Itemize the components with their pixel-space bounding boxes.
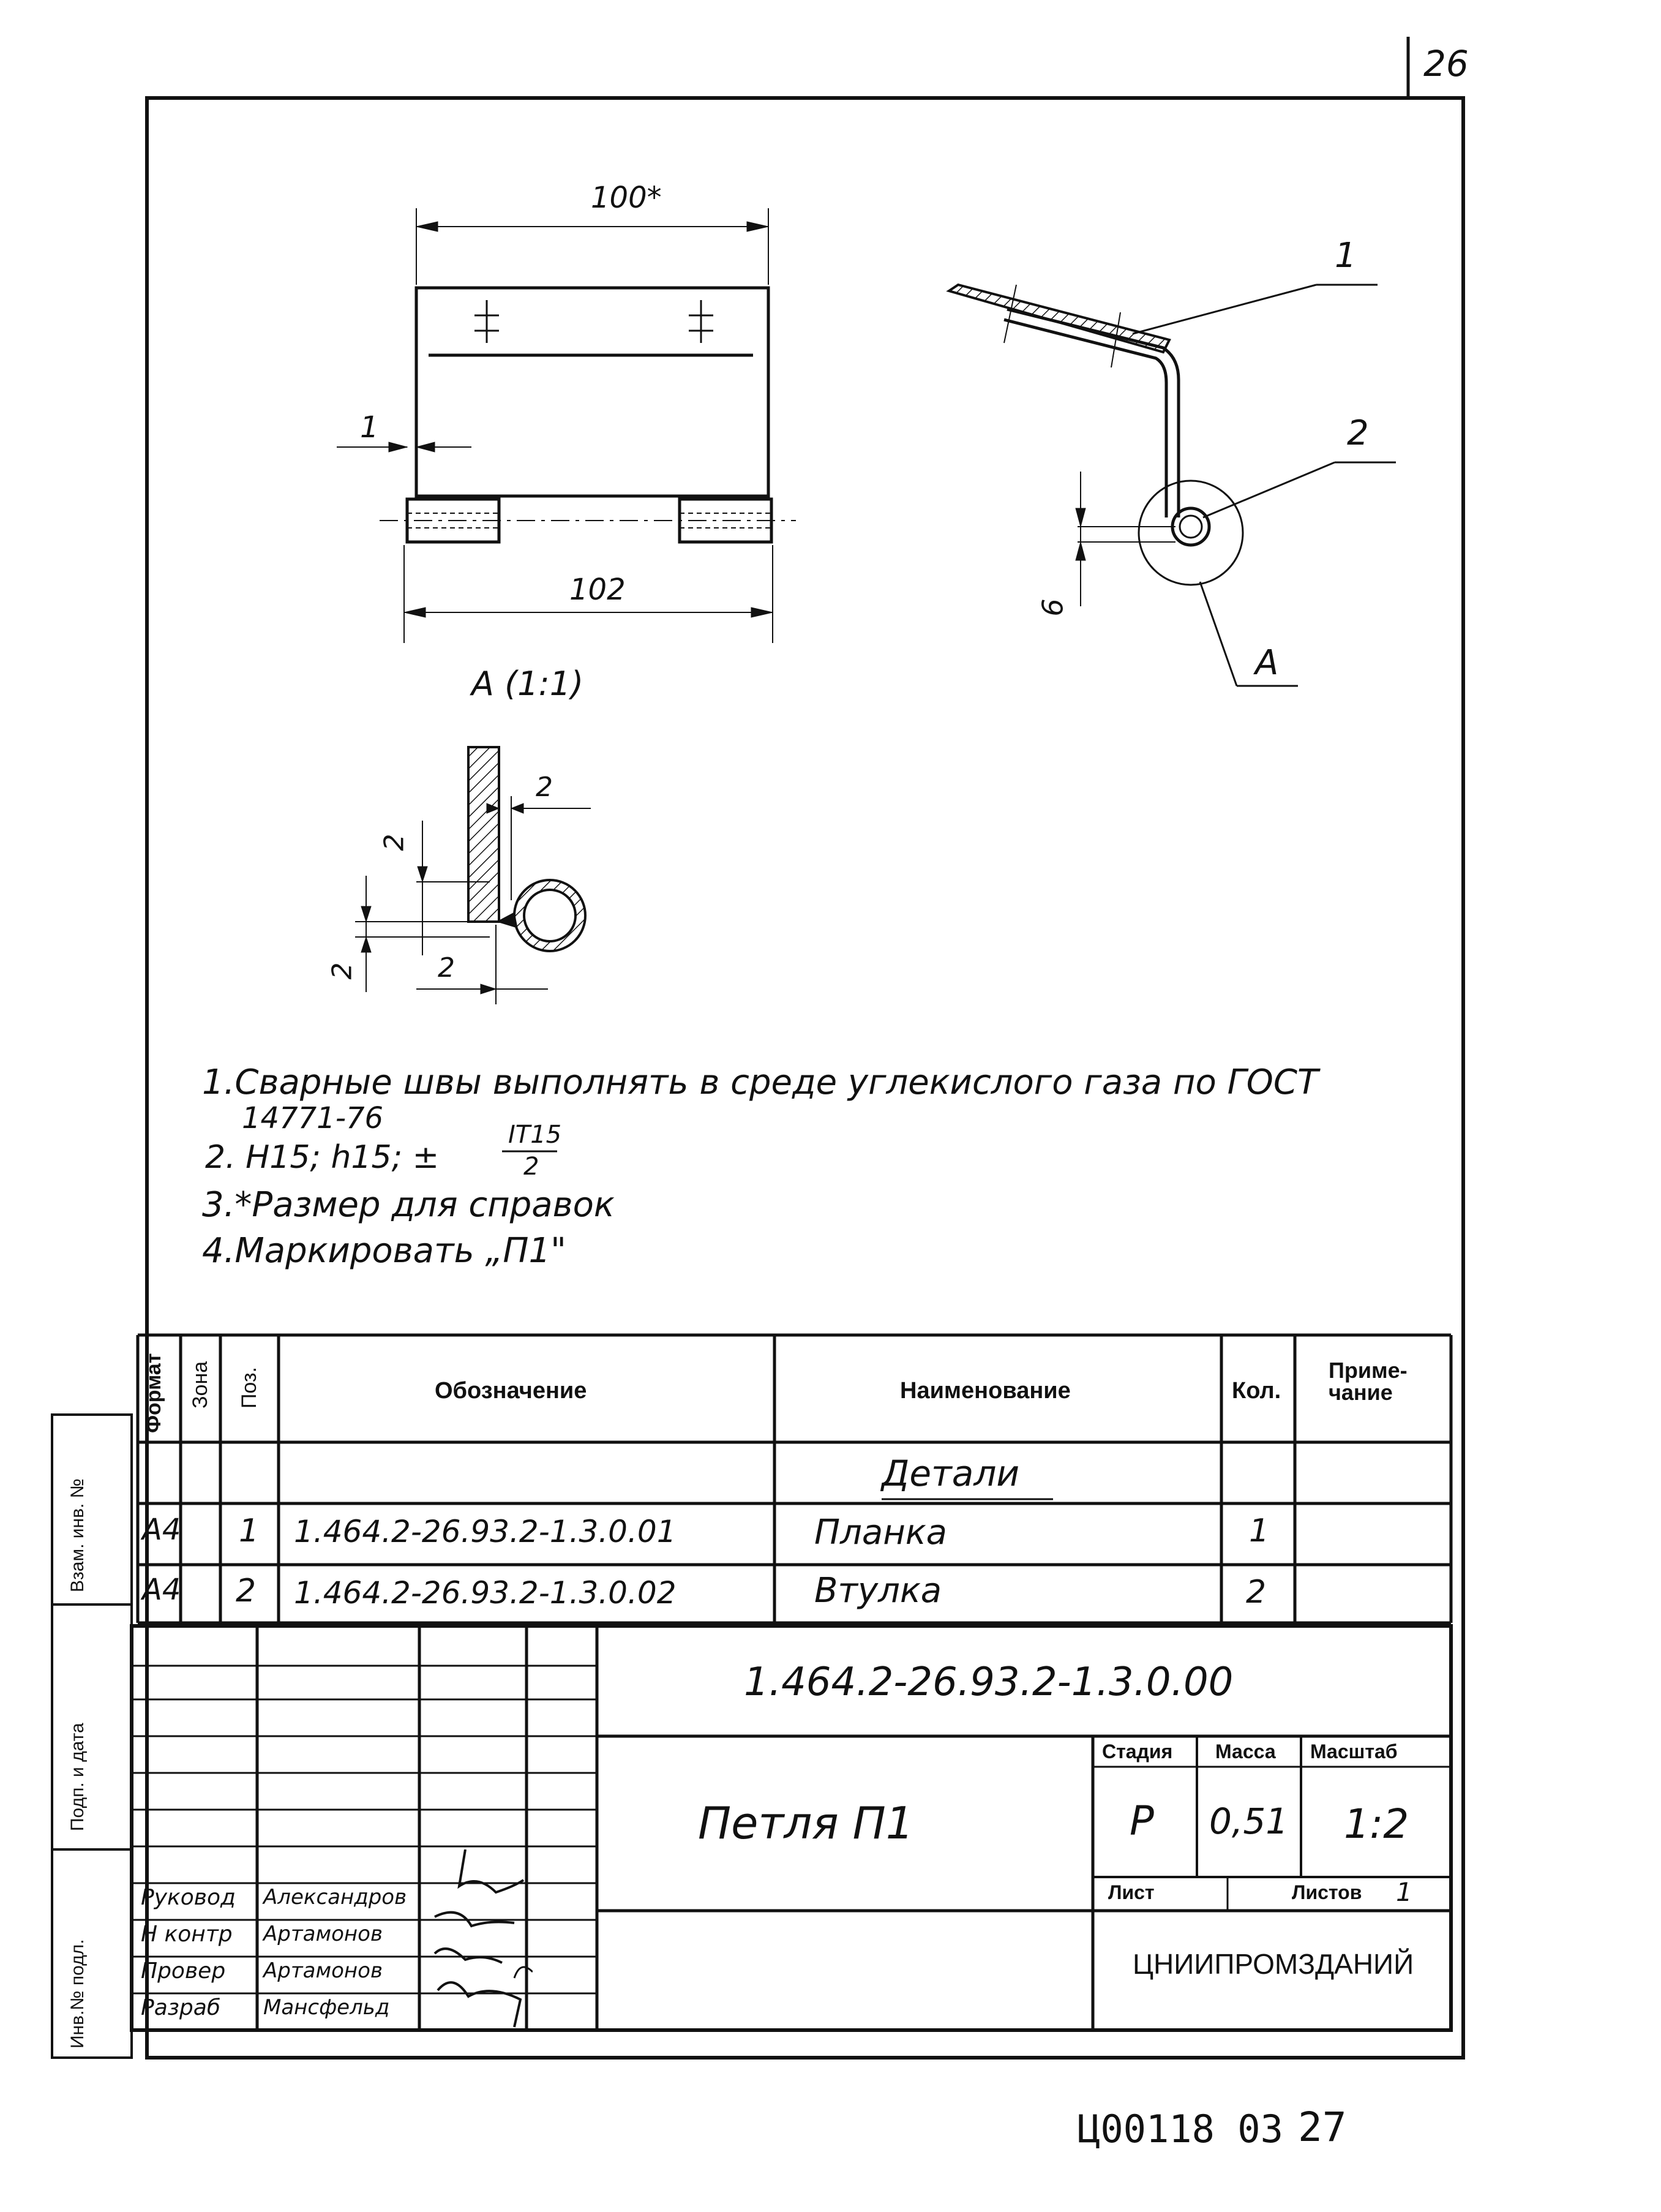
stage-value: Р <box>1130 1797 1154 1845</box>
sheets-value: 1 <box>1396 1877 1412 1907</box>
row-2-qty: 2 <box>1246 1574 1267 1611</box>
role-4: Разраб <box>141 1995 221 2020</box>
side-label-podp-data: Подп. и дата <box>67 1723 88 1831</box>
detail-a-circle <box>1139 481 1243 585</box>
note-1-continuation: 14771-76 <box>242 1101 384 1135</box>
header-note: Приме- чание <box>1329 1358 1408 1405</box>
archive-code: Ц00118 03 <box>1078 2107 1283 2151</box>
dim-width-total: 102 <box>569 573 626 607</box>
header-pos: Поз. <box>238 1367 261 1409</box>
row-2-pos: 2 <box>236 1573 257 1609</box>
row-1-pos: 1 <box>239 1513 260 1549</box>
header-name: Наименование <box>900 1378 1071 1404</box>
document-code: 1.464.2-26.93.2-1.3.0.00 <box>744 1660 1234 1705</box>
role-2-name: Артамонов <box>263 1922 383 1946</box>
section-header: Детали <box>882 1453 1020 1494</box>
row-2-name: Втулка <box>814 1571 942 1611</box>
detail-a-view <box>355 747 591 1004</box>
role-2: Н контр <box>141 1922 233 1947</box>
main-view <box>337 208 796 643</box>
dim-width-ref: 100* <box>591 181 662 215</box>
role-4-name: Мансфельд <box>263 1995 390 2020</box>
mass-label: Масса <box>1215 1740 1276 1762</box>
note-1: 1.Сварные швы выполнять в среде углекислого газа по ГОСТ <box>202 1063 1319 1102</box>
stage-label: Стадия <box>1102 1740 1173 1762</box>
dim-six: 6 <box>1036 598 1070 617</box>
note-2-fraction-top: IT15 <box>508 1121 562 1149</box>
sheet-label: Лист <box>1108 1881 1155 1903</box>
plate-outline <box>416 288 768 496</box>
note-2-fraction-bottom: 2 <box>523 1153 539 1181</box>
row-2-format: А4 <box>142 1573 181 1607</box>
header-designation: Обозначение <box>435 1378 587 1404</box>
side-label-inv-podl: Инв.№ подл. <box>67 1939 88 2048</box>
detail-dim-left-upper: 2 <box>378 833 410 851</box>
side-view <box>949 285 1396 686</box>
document-title: Петля П1 <box>698 1797 914 1849</box>
scale-value: 1:2 <box>1344 1800 1409 1848</box>
row-1-name: Планка <box>814 1513 947 1552</box>
role-1: Руковод <box>141 1885 236 1910</box>
header-qty: Кол. <box>1232 1378 1281 1404</box>
note-3: 3.*Размер для справок <box>202 1185 615 1225</box>
role-3-name: Артамонов <box>263 1958 383 1983</box>
header-zone: Зона <box>189 1361 212 1409</box>
row-1-designation: 1.464.2-26.93.2-1.3.0.01 <box>294 1514 677 1549</box>
mass-value: 0,51 <box>1209 1800 1289 1842</box>
row-2-designation: 1.464.2-26.93.2-1.3.0.02 <box>294 1575 677 1611</box>
role-3: Провер <box>141 1958 226 1984</box>
sleeve-section <box>1172 508 1209 545</box>
organization: ЦНИИПРОМЗДАНИЙ <box>1133 1948 1414 1980</box>
header-format: Формат <box>142 1353 165 1433</box>
detail-dim-top: 2 <box>536 772 553 803</box>
detail-dim-bottom: 2 <box>438 952 455 984</box>
note-4: 4.Маркировать „П1" <box>202 1231 566 1271</box>
callout-a: A <box>1255 643 1279 683</box>
callout-2: 2 <box>1347 413 1369 453</box>
role-1-name: Александров <box>263 1885 407 1909</box>
row-1-format: А4 <box>142 1513 181 1547</box>
page-number: 27 <box>1298 2104 1347 2151</box>
detail-dim-left-lower: 2 <box>326 962 358 980</box>
signatures <box>422 1849 533 2033</box>
row-1-qty: 1 <box>1249 1513 1270 1549</box>
detail-title: A (1:1) <box>471 664 584 703</box>
sheet-corner-number: 26 <box>1423 43 1469 85</box>
note-2: 2. H15; h15; ± <box>205 1139 440 1176</box>
side-label-vzam-inv: Взам. инв. № <box>67 1478 88 1592</box>
sheets-label: Листов <box>1292 1881 1362 1903</box>
callout-1: 1 <box>1335 236 1357 276</box>
dim-gap-left: 1 <box>360 410 379 445</box>
binding-strip <box>52 1415 132 2058</box>
scale-label: Масштаб <box>1310 1740 1398 1762</box>
